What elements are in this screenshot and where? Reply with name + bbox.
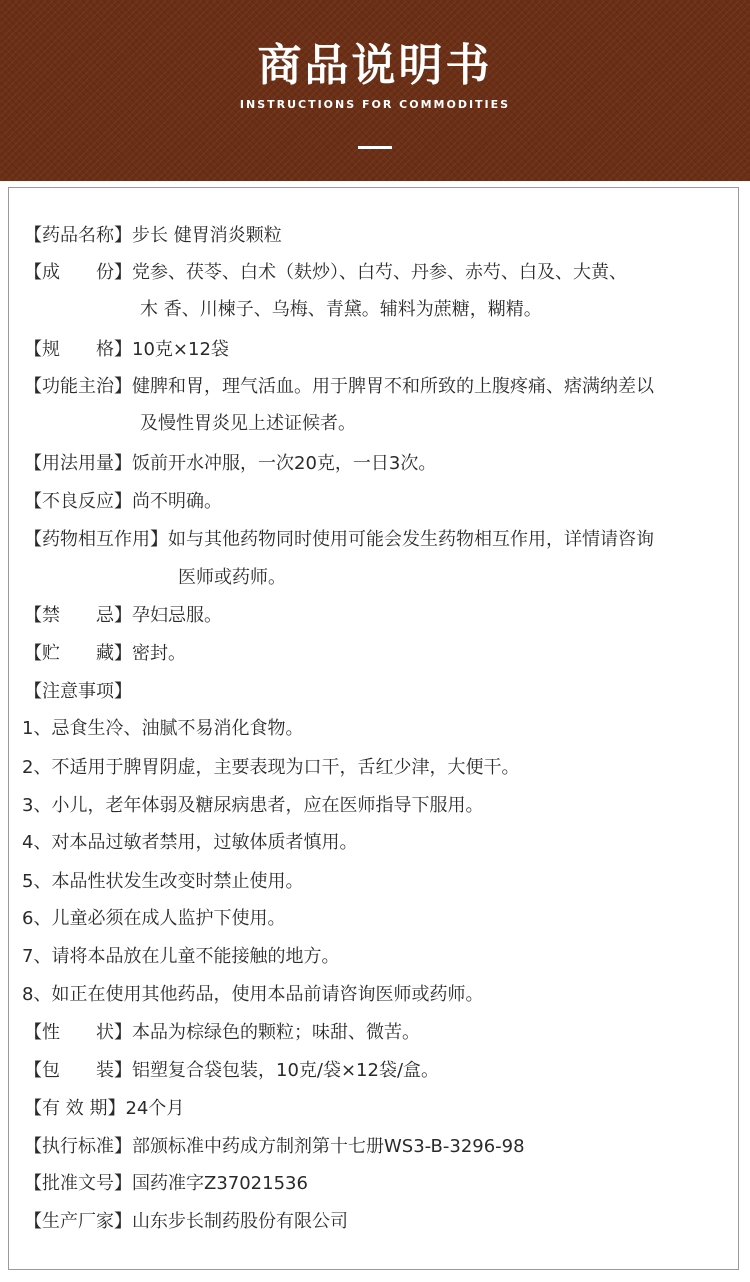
field-appearance <box>24 1021 420 1045</box>
field-appearance-label: 【性 状】 <box>24 1022 132 1043</box>
field-ingredients-label: 【成 份】 <box>24 262 132 283</box>
field-dosage <box>24 452 436 476</box>
field-ingredients-line1: 党参、茯苓、白术（麸炒）、白芍、丹参、赤芍、白及、大黄、 <box>132 262 627 283</box>
field-interactions-label: 【药物相互作用】 <box>24 529 168 550</box>
field-name-value: 步长 健胃消炎颗粒 <box>132 225 282 246</box>
field-standard <box>24 1135 525 1159</box>
page-title: 商品说明书 <box>257 40 493 91</box>
field-indications-line1: 健脾和胃，理气活血。用于脾胃不和所致的上腹疼痛、痞满纳差以 <box>132 376 654 397</box>
page-subtitle: INSTRUCTIONS FOR COMMODITIES <box>239 98 511 111</box>
field-approval <box>24 1172 308 1196</box>
field-spec <box>24 338 229 362</box>
field-validity <box>24 1097 184 1121</box>
field-standard-label: 【执行标准】 <box>24 1136 132 1157</box>
field-packaging <box>24 1059 439 1083</box>
field-interactions-line2: 医师或药师。 <box>178 567 286 588</box>
field-manufacturer-label: 【生产厂家】 <box>24 1211 132 1232</box>
field-storage-label: 【贮 藏】 <box>24 643 132 664</box>
precaution-item: 8、如正在使用其他药品，使用本品前请咨询医师或药师。 <box>22 984 484 1005</box>
field-indications <box>24 375 654 399</box>
field-spec-label: 【规 格】 <box>24 339 132 360</box>
field-ingredients <box>24 261 627 285</box>
field-storage <box>24 642 186 666</box>
precaution-item: 5、本品性状发生改变时禁止使用。 <box>22 871 304 892</box>
field-packaging-label: 【包 装】 <box>24 1060 132 1081</box>
field-interactions <box>24 528 654 552</box>
field-standard-value: 部颁标准中药成方制剂第十七册WS3-B-3296-98 <box>132 1136 525 1157</box>
precaution-item: 1、忌食生冷、油腻不易消化食物。 <box>22 718 304 739</box>
field-validity-label: 【有 效 期】 <box>24 1098 126 1119</box>
precaution-item: 3、小儿，老年体弱及糖尿病患者，应在医师指导下服用。 <box>22 795 484 816</box>
field-precautions-label: 【注意事项】 <box>24 681 132 702</box>
field-adverse-value: 尚不明确。 <box>132 491 222 512</box>
title-divider <box>358 146 392 149</box>
field-manufacturer-value: 山东步长制药股份有限公司 <box>132 1211 348 1232</box>
field-adverse-label: 【不良反应】 <box>24 491 132 512</box>
field-validity-value: 24个月 <box>125 1098 185 1119</box>
precaution-item: 7、请将本品放在儿童不能接触的地方。 <box>22 946 340 967</box>
field-dosage-label: 【用法用量】 <box>24 453 132 474</box>
field-ingredients-line2: 木 香、川楝子、乌梅、青黛。辅料为蔗糖，糊精。 <box>140 299 542 320</box>
field-contraindications-label: 【禁 忌】 <box>24 605 132 626</box>
field-approval-value: 国药准字Z37021536 <box>132 1173 308 1194</box>
field-appearance-value: 本品为棕绿色的颗粒；味甜、微苦。 <box>132 1022 420 1043</box>
field-name <box>24 224 282 248</box>
precaution-item: 4、对本品过敏者禁用，过敏体质者慎用。 <box>22 832 358 853</box>
precaution-item: 2、不适用于脾胃阴虚，主要表现为口干，舌红少津，大便干。 <box>22 757 520 778</box>
field-contraindications <box>24 604 222 628</box>
header-banner <box>0 0 750 181</box>
field-storage-value: 密封。 <box>132 643 186 664</box>
field-dosage-value: 饭前开水冲服，一次20克，一日3次。 <box>132 453 437 474</box>
field-spec-value: 10克×12袋 <box>132 339 229 360</box>
field-indications-line2: 及慢性胃炎见上述证候者。 <box>140 413 356 434</box>
field-packaging-value: 铝塑复合袋包装，10克/袋×12袋/盒。 <box>132 1060 440 1081</box>
field-approval-label: 【批准文号】 <box>24 1173 132 1194</box>
field-contraindications-value: 孕妇忌服。 <box>132 605 222 626</box>
precaution-item: 6、儿童必须在成人监护下使用。 <box>22 908 286 929</box>
field-name-label: 【药品名称】 <box>24 225 132 246</box>
field-interactions-line1: 如与其他药物同时使用可能会发生药物相互作用，详情请咨询 <box>168 529 654 550</box>
field-manufacturer <box>24 1210 348 1234</box>
field-adverse <box>24 490 222 514</box>
field-indications-label: 【功能主治】 <box>24 376 132 397</box>
